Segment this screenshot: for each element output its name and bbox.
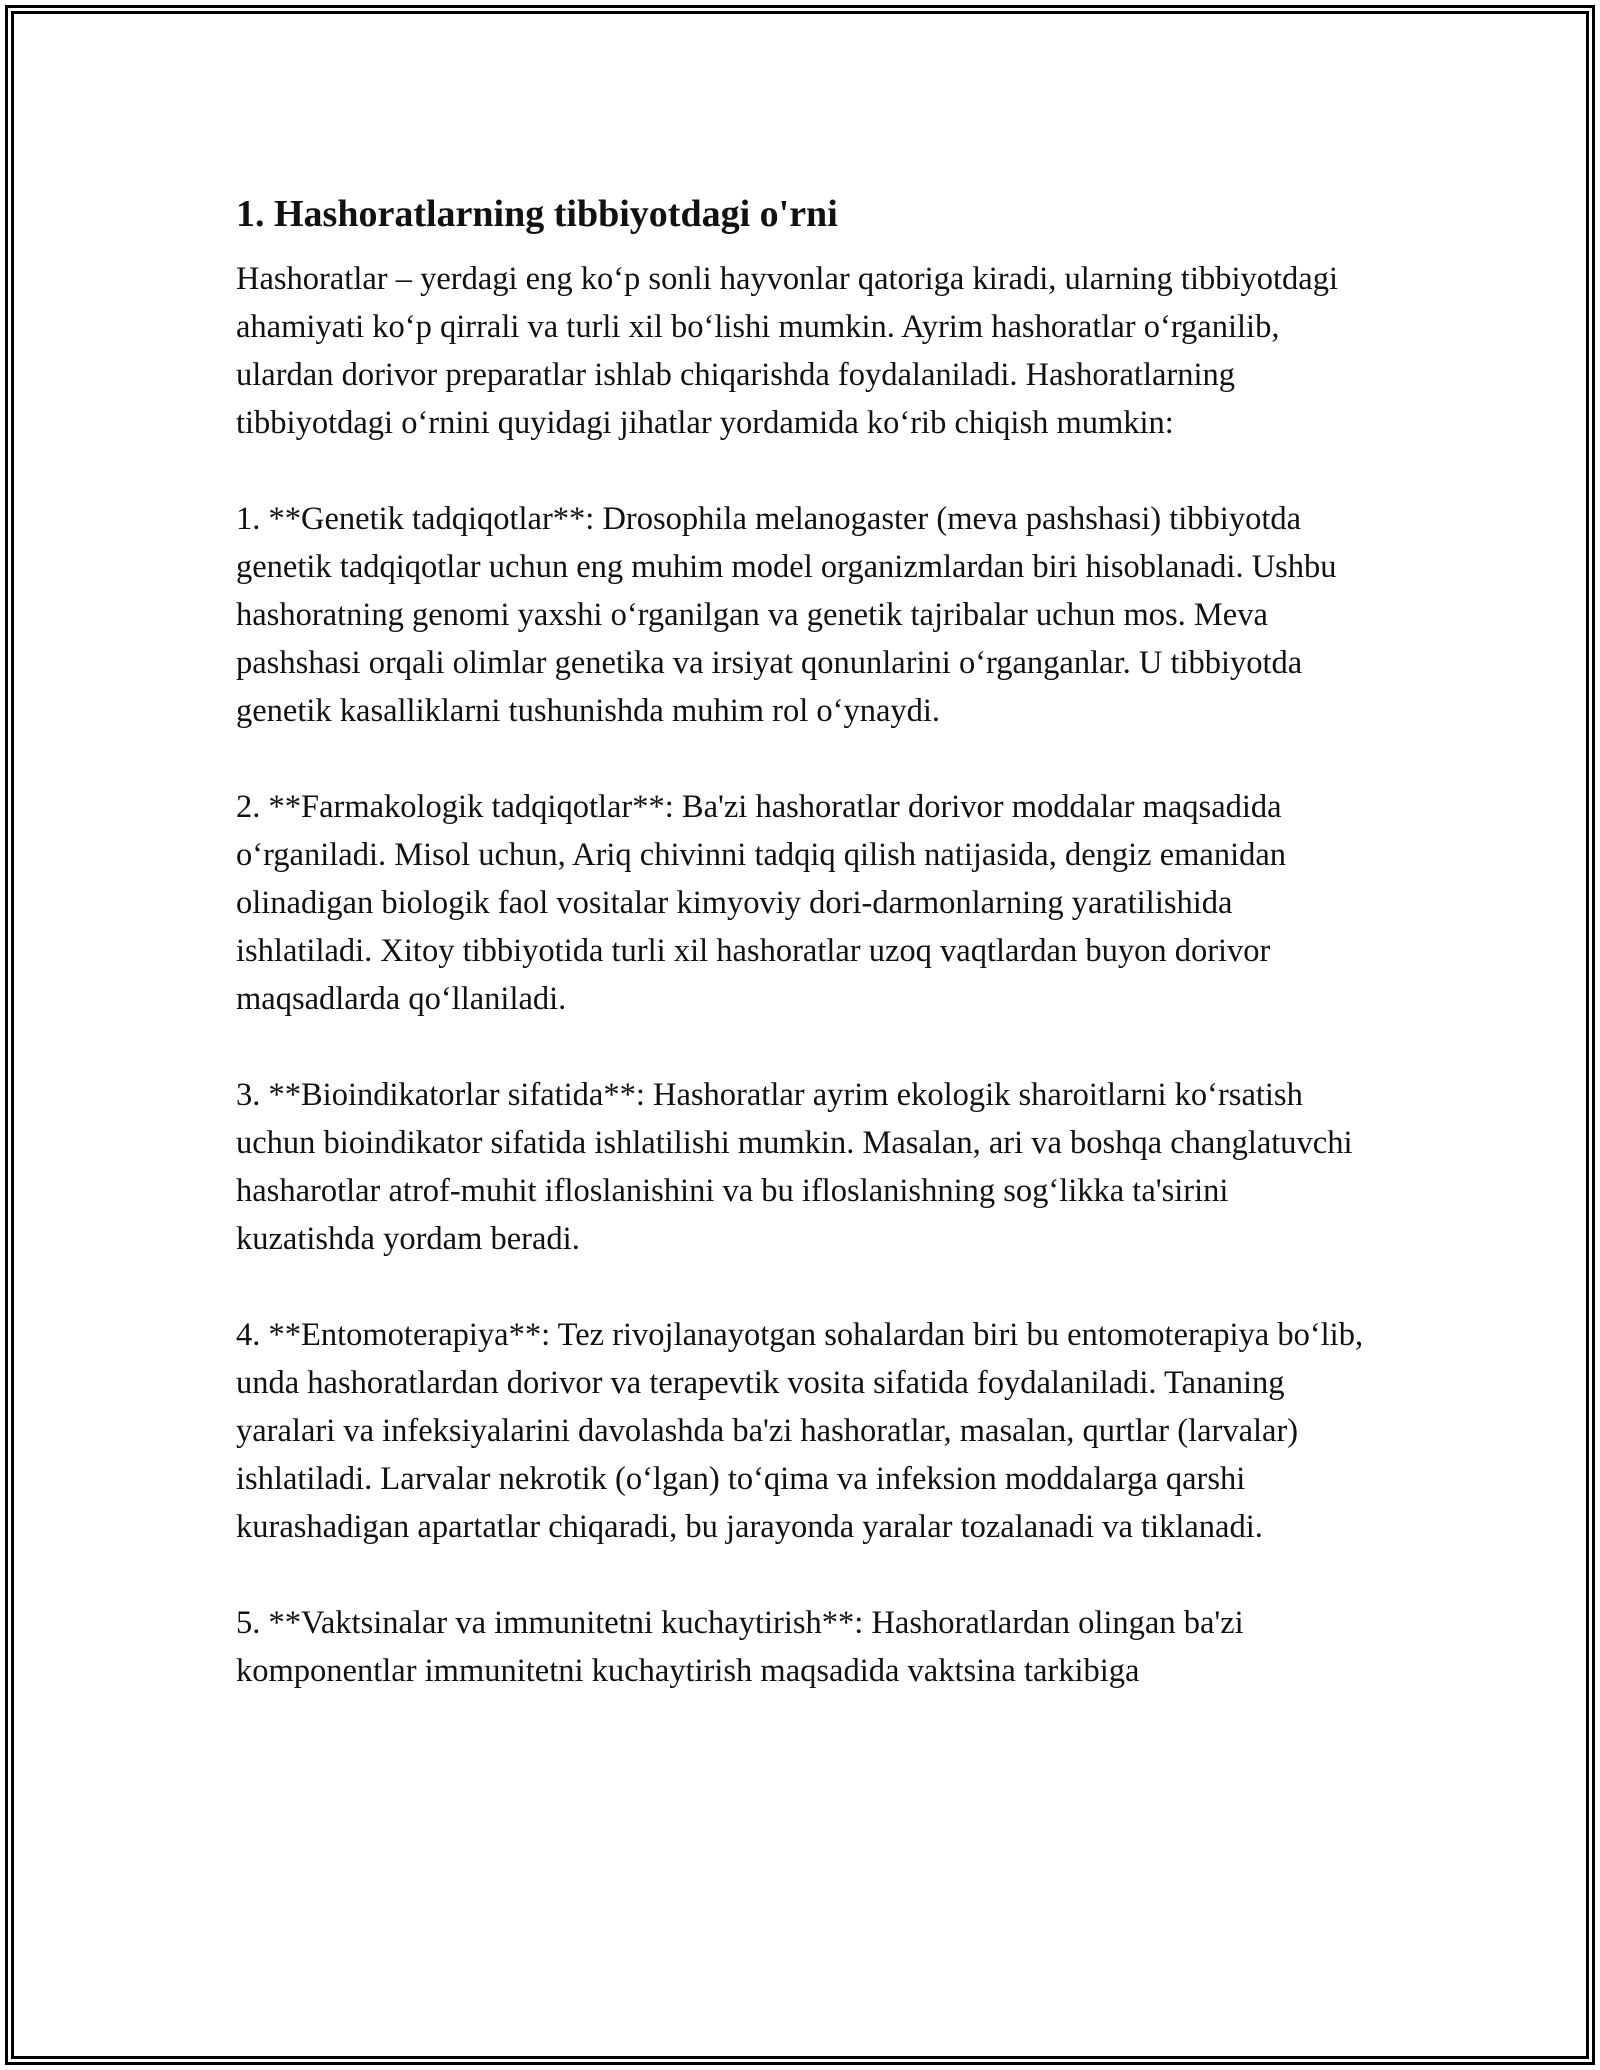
intro-paragraph: Hashoratlar – yerdagi eng ko‘p sonli hayvonlar qatoriga kiradi, ularning tibbiyotdagi ahamiyati ko‘p qirrali va turli xil bo‘lishi mumkin. Ayrim hashoratlar o‘rganilib, ulardan dorivor preparatlar ishlab chiqarishda foydalaniladi. Hashoratlarning tibbiyotdagi o‘rnini quyidagi jihatlar yordamida ko‘rib chiqish mumkin: xyxy=(236,261,1339,441)
paragraph-pharmacological-research: 2. **Farmakologik tadqiqotlar**: Ba'zi hashoratlar dorivor moddalar maqsadida o‘rganiladi. Misol uchun, Ariq chivinni tadqiq qilish natijasida, dengiz emanidan olinadigan biologik faol vositalar kimyoviy dori-darmonlarning yaratilishida ishlatiladi. Xitoy tibbiyotida turli xil hashoratlar uzoq vaqtlardan buyon dorivor maqsadlarda qo‘llaniladi. xyxy=(236,789,1287,1017)
paragraph-genetic-research: 1. **Genetik tadqiqotlar**: Drosophila melanogaster (meva pashshasi) tibbiyotda genetik tadqiqotlar uchun eng muhim model organizmlardan biri hisoblanadi. Ushbu hashoratning genomi yaxshi o‘rganilgan va genetik tajribalar uchun mos. Meva pashshasi orqali olimlar genetika va irsiyat qonunlarini o‘rganganlar. U tibbiyotda genetik kasalliklarni tushunishda muhim rol o‘ynaydi. xyxy=(236,501,1337,729)
document-body xyxy=(236,188,1366,1743)
paragraph-bioindicators: 3. **Bioindikatorlar sifatida**: Hashoratlar ayrim ekologik sharoitlarni ko‘rsatish uchun bioindikator sifatida ishlatilishi mumkin. Masalan, ari va boshqa changlatuvchi hasharotlar atrof-muhit ifloslanishini va bu ifloslanishning sog‘likka ta'sirini kuzatishda yordam beradi. xyxy=(236,1077,1353,1257)
paragraph-entomotherapy: 4. **Entomoterapiya**: Tez rivojlanayotgan sohalardan biri bu entomoterapiya bo‘lib, unda hashoratlardan dorivor va terapevtik vosita sifatida foydalaniladi. Tananing yaralari va infeksiyalarini davolashda ba'zi hashoratlar, masalan, qurtlar (larvalar) ishlatiladi. Larvalar nekrotik (o‘lgan) to‘qima va infeksion moddalarga qarshi kurashadigan apartatlar chiqaradi, bu jarayonda yaralar tozalanadi va tiklanadi. xyxy=(236,1317,1364,1545)
section-heading: 1. Hashoratlarning tibbiyotdagi o'rni xyxy=(236,193,838,235)
paragraph-vaccines-immunity: 5. **Vaktsinalar va immunitetni kuchaytirish**: Hashoratlardan olingan ba'zi komponentlar immunitetni kuchaytirish maqsadida vaktsina tarkibiga xyxy=(236,1605,1244,1689)
